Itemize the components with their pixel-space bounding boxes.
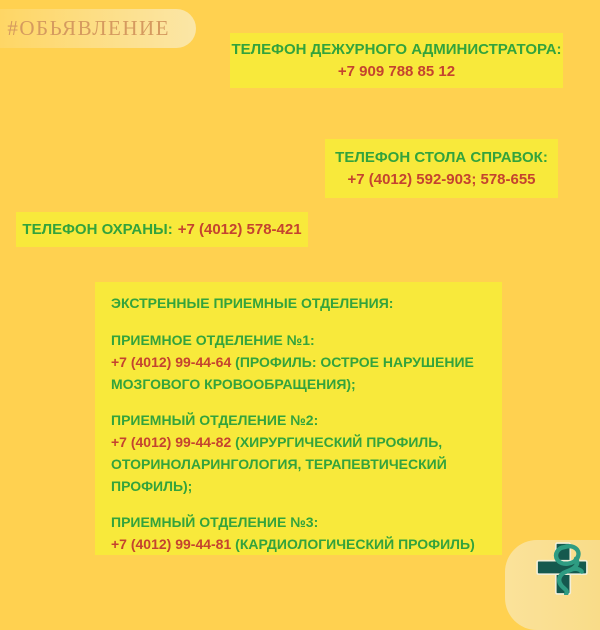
department-label: ПРИЕМНЫЙ ОТДЕЛЕНИЕ №3:: [111, 514, 319, 530]
info-desk-phone-box: [325, 139, 558, 198]
department-phone-line: [111, 431, 486, 497]
info-desk-phone-number: +7 (4012) 592-903; 578-655: [347, 170, 536, 188]
emergency-department-1: [111, 329, 486, 395]
emergency-department-2: [111, 409, 486, 497]
department-profile: (ПРОФИЛЬ: ОСТРОЕ НАРУШЕНИЕ МОЗГОВОГО КРОВООБРАЩЕНИЯ);: [111, 354, 474, 392]
emergency-title: ЭКСТРЕННЫЕ ПРИЕМНЫЕ ОТДЕЛЕНИЯ:: [111, 295, 394, 311]
department-profile: (КАРДИОЛОГИЧЕСКИЙ ПРОФИЛЬ): [235, 536, 475, 552]
admin-phone-box: [230, 33, 563, 88]
department-phone: +7 (4012) 99-44-81: [111, 536, 232, 552]
announcement-badge-label: #ОБЬЯВЛЕНИЕ: [7, 16, 170, 40]
security-phone-label: ТЕЛЕФОН ОХРАНЫ:: [22, 220, 173, 238]
department-phone-line: [111, 533, 486, 555]
info-desk-phone-label: ТЕЛЕФОН СТОЛА СПРАВОК:: [335, 148, 548, 166]
emergency-departments-box: [95, 282, 502, 555]
announcement-badge: [0, 9, 196, 48]
security-phone-number: +7 (4012) 578-421: [177, 220, 302, 238]
department-phone: +7 (4012) 99-44-64: [111, 354, 232, 370]
security-phone-box: [16, 212, 308, 247]
department-label: ПРИЕМНЫЙ ОТДЕЛЕНИЕ №2:: [111, 412, 319, 428]
admin-phone-label: ТЕЛЕФОН ДЕЖУРНОГО АДМИНИСТРАТОРА:: [231, 40, 562, 58]
department-profile: (ХИРУРГИЧЕСКИЙ ПРОФИЛЬ, ОТОРИНОЛАРИНГОЛОГИЯ, ТЕРАПЕВТИЧЕСКИЙ ПРОФИЛЬ);: [111, 434, 447, 494]
department-label: ПРИЕМНОЕ ОТДЕЛЕНИЕ №1:: [111, 332, 315, 348]
department-phone-line: [111, 351, 486, 395]
emergency-department-3: [111, 511, 486, 555]
medical-cross-snake-icon: [536, 541, 588, 595]
department-phone: +7 (4012) 99-44-82: [111, 434, 232, 450]
admin-phone-number: +7 909 788 85 12: [337, 62, 456, 80]
